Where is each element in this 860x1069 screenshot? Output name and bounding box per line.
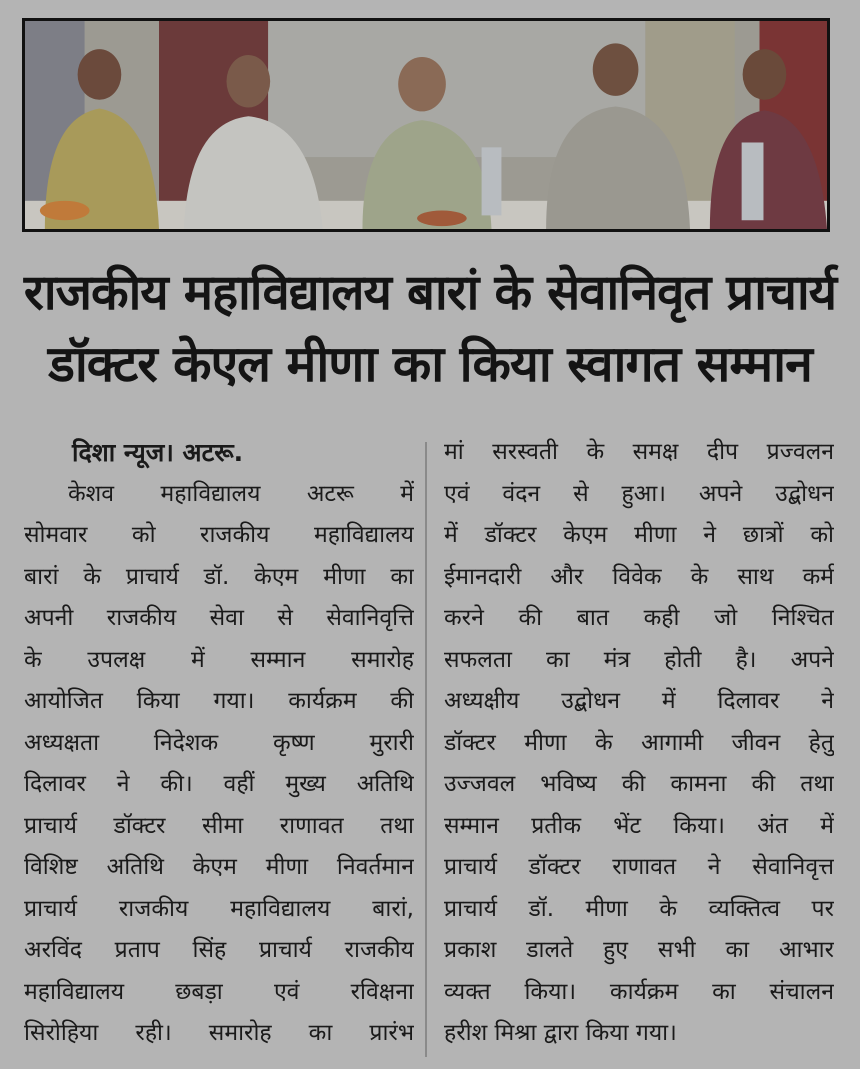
article-line: अपनी राजकीय सेवा से सेवानिवृत्ति — [24, 605, 414, 631]
headline — [18, 258, 842, 400]
article-column-left — [24, 432, 414, 1055]
article-line: केशव महाविद्यालय अटरू में — [68, 480, 414, 507]
article-line: प्रकाश डालते हुए सभी का आभार — [444, 937, 834, 963]
article-line: ईमानदारी और विवेक के साथ कर्म — [444, 563, 834, 590]
article-line: सफलता का मंत्र होती है। अपने — [444, 646, 834, 673]
article-line: आयोजित किया गया। कार्यक्रम की — [24, 688, 414, 714]
article-line: प्राचार्य राजकीय महाविद्यालय बारां, — [24, 895, 414, 922]
group-photo-icon — [25, 21, 827, 229]
article-line: सम्मान प्रतीक भेंट किया। अंत में — [444, 812, 834, 839]
article-line: व्यक्त किया। कार्यक्रम का संचालन — [444, 978, 834, 1005]
article-line: प्राचार्य डॉक्टर राणावत ने सेवानिवृत्त — [444, 854, 834, 880]
article-line: अध्यक्षता निदेशक कृष्ण मुरारी — [24, 729, 414, 756]
news-photo — [22, 18, 830, 232]
article-column-right — [444, 432, 834, 1055]
column-divider — [425, 442, 427, 1057]
article-line: महाविद्यालय छबड़ा एवं रविक्षना — [24, 978, 414, 1005]
headline-line-1: राजकीय महाविद्यालय बारां के सेवानिवृत प्राचार्य — [23, 264, 837, 321]
article-line: प्राचार्य डॉक्टर सीमा राणावत तथा — [24, 812, 414, 839]
article-line: हरीश मिश्रा द्वारा किया गया। — [444, 1020, 677, 1046]
article-line: सोमवार को राजकीय महाविद्यालय — [24, 522, 414, 548]
article-line: उज्जवल भविष्य की कामना की तथा — [444, 771, 834, 797]
article-line: करने की बात कही जो निश्चित — [444, 605, 834, 631]
headline-line-2: डॉक्टर केएल मीणा का किया स्वागत सम्मान — [48, 335, 812, 393]
dateline: दिशा न्यूज। अटरू. — [72, 438, 244, 467]
article-line: अरविंद प्रताप सिंह प्राचार्य राजकीय — [24, 937, 414, 963]
article-line: प्राचार्य डॉ. मीणा के व्यक्तित्व पर — [444, 895, 834, 922]
article-line: मां सरस्वती के समक्ष दीप प्रज्वलन — [444, 439, 834, 465]
article-line: विशिष्ट अतिथि केएम मीणा निवर्तमान — [24, 854, 414, 880]
article-line: में डॉक्टर केएम मीणा ने छात्रों को — [444, 522, 834, 548]
article-line: बारां के प्राचार्य डॉ. केएम मीणा का — [24, 563, 414, 590]
article-line: के उपलक्ष में सम्मान समारोह — [24, 646, 414, 673]
article-line: दिलावर ने की। वहीं मुख्य अतिथि — [24, 771, 414, 797]
article-line: सिरोहिया रही। समारोह का प्रारंभ — [24, 1020, 414, 1046]
article-line: डॉक्टर मीणा के आगामी जीवन हेतु — [444, 729, 834, 756]
article-line: एवं वंदन से हुआ। अपने उद्बोधन — [444, 480, 834, 507]
article-line: अध्यक्षीय उद्बोधन में दिलावर ने — [444, 688, 834, 714]
